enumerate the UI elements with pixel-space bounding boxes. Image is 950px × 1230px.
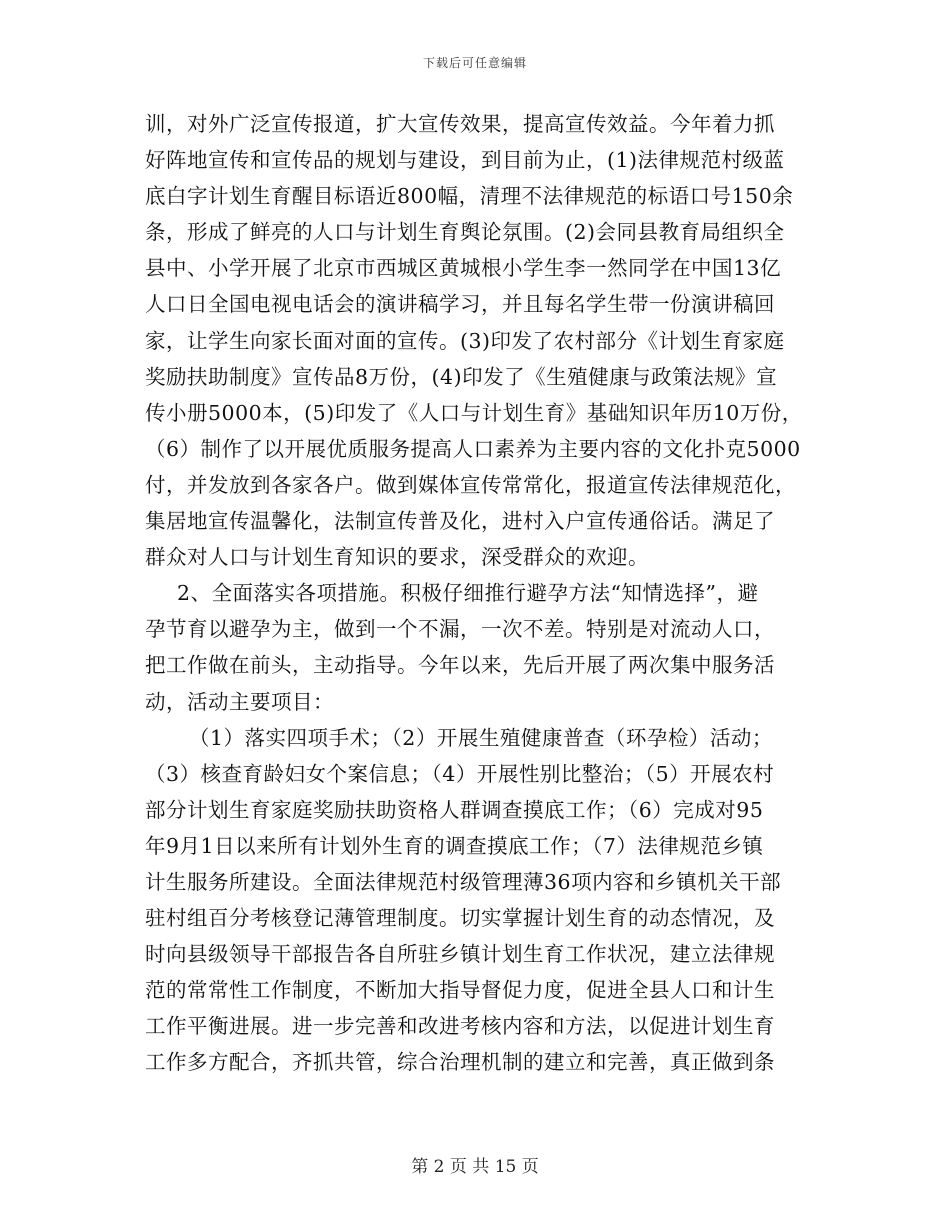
text-line: 集居地宣传温馨化，法制宣传普及化，进村入户宣传通俗话。满足了 [145, 509, 775, 534]
page-header: 下载后可任意编辑 [422, 56, 527, 70]
page-number-footer: 第 2 页 共 15 页 [411, 1157, 539, 1177]
body-text [145, 106, 808, 1081]
text-line: 好阵地宣传和宣传品的规划与建设，到目前为止，(1)法律规范村级蓝 [145, 148, 785, 173]
text-line: 动，活动主要项目： [145, 689, 334, 714]
text-line: 底白字计划生育醒目标语近800幅，清理不法律规范的标语口号150余 [145, 184, 794, 209]
text-line: 家，让学生向家长面对面的宣传。(3)印发了农村部分《计划生育家庭 [145, 328, 785, 353]
text-line: 工作平衡进展。进一步完善和改进考核内容和方法，以促进计划生育 [145, 1014, 775, 1039]
text-line: 群众对人口与计划生育知识的要求，深受群众的欢迎。 [145, 545, 649, 570]
text-line: 工作多方配合，齐抓共管，综合治理机制的建立和完善，真正做到条 [145, 1050, 775, 1075]
text-line: 部分计划生育家庭奖励扶助资格人群调查摸底工作；（6）完成对95 [145, 797, 764, 822]
text-line: 奖励扶助制度》宣传品8万份，(4)印发了《生殖健康与政策法规》宣 [145, 364, 778, 389]
text-line: 条，形成了鲜亮的人口与计划生育舆论氛围。(2)会同县教育局组织全 [145, 220, 785, 245]
text-line: 付，并发放到各家各户。做到媒体宣传常常化，报道宣传法律规范化， [145, 472, 796, 497]
text-line: 驻村组百分考核登记薄管理制度。切实掌握计划生育的动态情况，及 [145, 906, 775, 931]
text-line: 孕节育以避孕为主，做到一个不漏，一次不差。特别是对流动人口， [145, 617, 775, 642]
paragraph-start-line: （1）落实四项手术；（2）开展生殖健康普查（环孕检）活动； [189, 725, 773, 750]
text-line: 传小册5000本，(5)印发了《人口与计划生育》基础知识年历10万份， [145, 400, 803, 425]
text-line: 训，对外广泛宣传报道，扩大宣传效果，提高宣传效益。今年着力抓 [145, 112, 775, 136]
text-line: 范的常常性工作制度，不断加大指导督促力度，促进全县人口和计生 [145, 978, 775, 1003]
text-line: 县中、小学开展了北京市西城区黄城根小学生李一然同学在中国13亿 [145, 256, 782, 281]
text-line: 年9月1日以来所有计划外生育的调查摸底工作；（7）法律规范乡镇 [145, 833, 764, 858]
text-line: 人口日全国电视电话会的演讲稿学习，并且每名学生带一份演讲稿回 [145, 292, 775, 317]
paragraph-start-line: 2、全面落实各项措施。积极仔细推行避孕方法“知情选择”，避 [177, 581, 759, 606]
text-line: 计生服务所建设。全面法律规范村级管理薄36项内容和乡镇机关干部 [145, 869, 782, 894]
text-line: 时向县级领导干部报告各自所驻乡镇计划生育工作状况，建立法律规 [145, 942, 775, 967]
text-line: 把工作做在前头，主动指导。今年以来，先后开展了两次集中服务活 [145, 653, 775, 678]
text-line: （6）制作了以开展优质服务提高人口素养为主要内容的文化扑克5000 [145, 436, 801, 461]
text-line: （3）核查育龄妇女个案信息；（4）开展性别比整治；（5）开展农村 [145, 761, 775, 786]
